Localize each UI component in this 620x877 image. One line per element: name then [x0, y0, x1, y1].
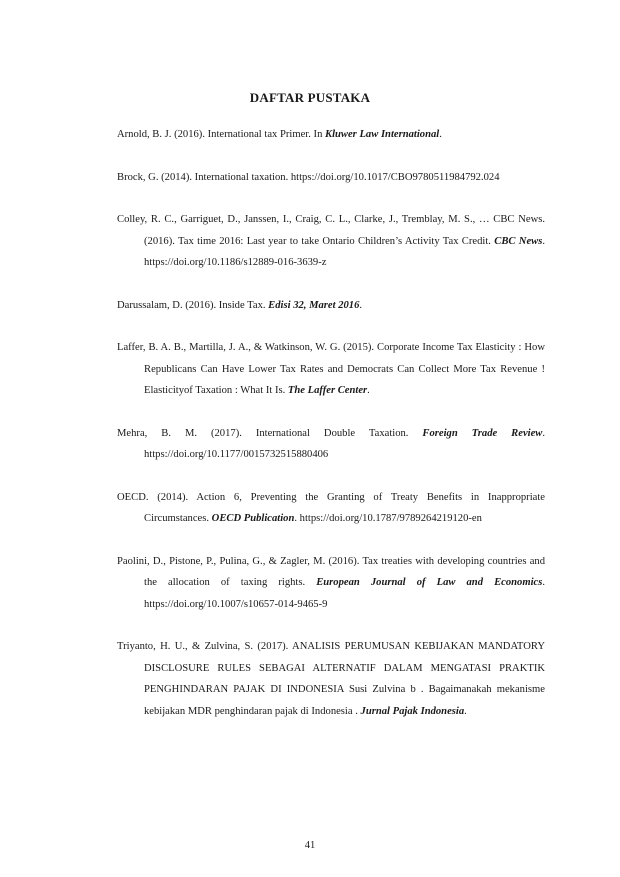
- reference-entry: [117, 209, 545, 274]
- reference-entry: [117, 167, 545, 189]
- reference-text: OECD. (2014). Action 6, Preventing the Granting of Treaty Benefits in Inappropriate Circumstances.: [117, 491, 545, 524]
- reference-source: European Journal of Law and Economics: [316, 577, 543, 588]
- reference-suffix: . https://doi.org/10.1007/s10657-014-9465-9: [144, 577, 545, 610]
- reference-entry: [117, 636, 545, 722]
- reference-text: Darussalam, D. (2016). Inside Tax.: [117, 299, 269, 311]
- page-title: DAFTAR PUSTAKA: [249, 90, 371, 105]
- reference-text: Mehra, B. M. (2017). International Double Taxation.: [117, 427, 423, 439]
- reference-text: Brock, G. (2014). International taxation. https://doi.org/10.1017/CBO9780511984792.024: [117, 171, 500, 183]
- reference-source: Jurnal Pajak Indonesia: [360, 705, 465, 717]
- reference-source: Foreign Trade Review: [422, 427, 543, 439]
- reference-entry: [117, 295, 545, 317]
- reference-entry: [117, 124, 545, 146]
- reference-text: Triyanto, H. U., & Zulvina, S. (2017). ANALISIS PERUMUSAN KEBIJAKAN MANDATORY DISCLOSURE RULES SEBAGAI ALTERNATIF DALAM MENGATASI PRAKTIK PENGHINDARAN PAJAK DI INDONESIA Susi Zulvina b . Bagaimanakah mekanisme kebijakan MDR penghindaran pajak di Indonesia .: [117, 641, 545, 717]
- reference-source: Kluwer Law International: [325, 129, 440, 140]
- reference-entry: [117, 551, 545, 616]
- reference-source: The Laffer Center: [287, 385, 368, 396]
- reference-text: Arnold, B. J. (2016). International tax Primer. In: [117, 129, 326, 140]
- reference-text: Paolini, D., Pistone, P., Pulina, G., & Zagler, M. (2016). Tax treaties with developing countries and the allocation of taxing rights.: [117, 555, 545, 588]
- reference-suffix: . https://doi.org/10.1186/s12889-016-3639-z: [144, 235, 545, 268]
- reference-suffix: . https://doi.org/10.1177/0015732515880406: [144, 427, 546, 460]
- reference-suffix: .: [439, 129, 442, 140]
- reference-suffix: .: [367, 385, 370, 396]
- reference-list: [117, 124, 545, 743]
- reference-entry: [117, 487, 545, 530]
- reference-source: CBC News: [494, 235, 543, 247]
- reference-text: Laffer, B. A. B., Martilla, J. A., & Watkinson, W. G. (2015). Corporate Income Tax Elasticity : How Republicans Can Have Lower Tax Rates and Democrats Can Collect More Tax Revenue ! Elasticityof Taxation : What It Is.: [117, 342, 545, 396]
- reference-entry: [117, 423, 545, 466]
- reference-text: Colley, R. C., Garriguet, D., Janssen, I., Craig, C. L., Clarke, J., Tremblay, M. S., … CBC News. (2016). Tax time 2016: Last year to take Ontario Children’s Activity Tax Credit.: [117, 214, 545, 247]
- page-number: 41: [304, 840, 316, 851]
- reference-suffix: .: [359, 299, 363, 311]
- reference-entry: [117, 337, 545, 402]
- reference-suffix: .: [464, 705, 467, 717]
- reference-source: Edisi 32, Maret 2016: [268, 299, 360, 311]
- reference-suffix: . https://doi.org/10.1787/9789264219120-en: [294, 513, 482, 524]
- reference-source: OECD Publication: [211, 513, 295, 524]
